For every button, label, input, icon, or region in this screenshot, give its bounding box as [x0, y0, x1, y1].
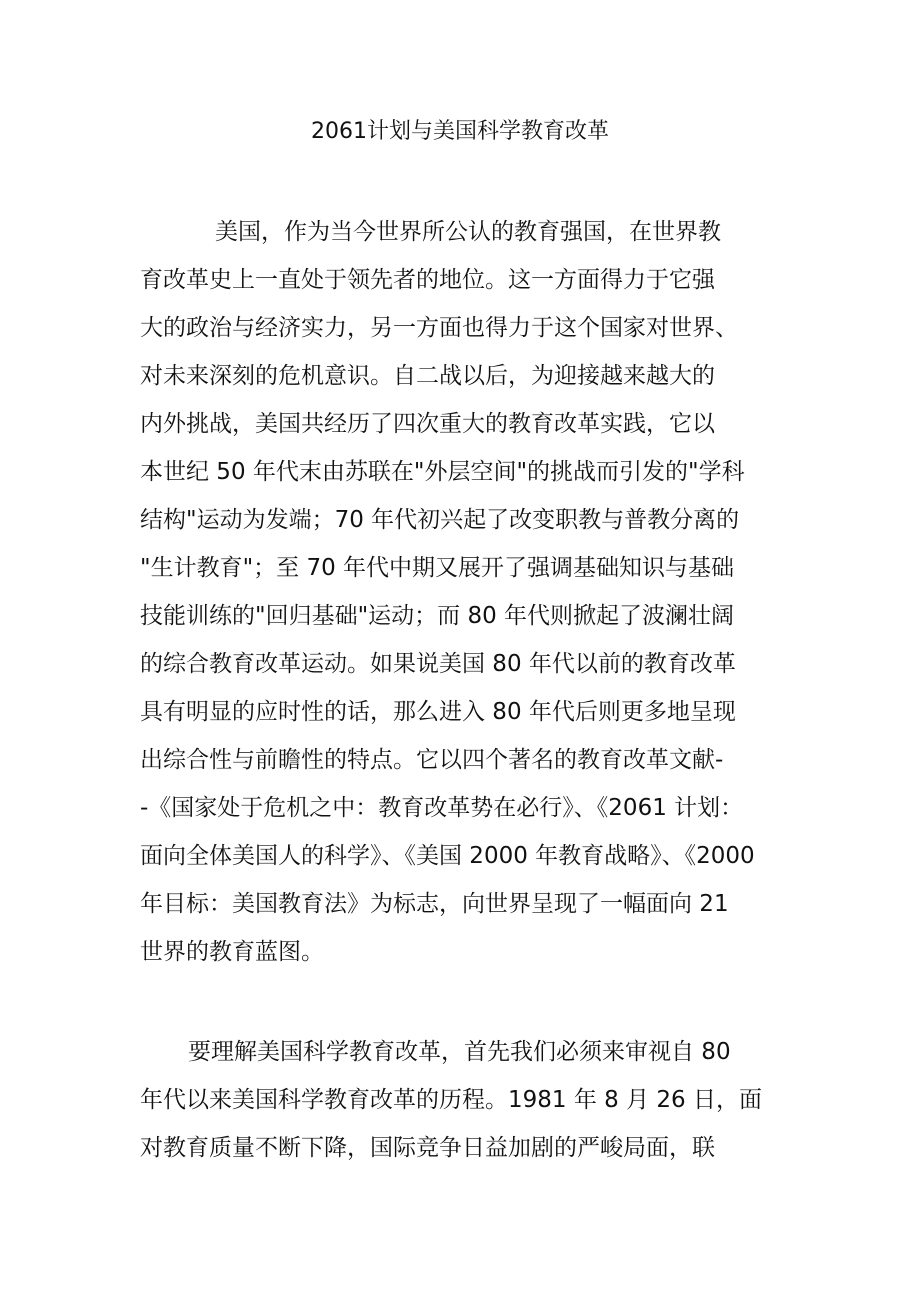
paragraph-line: 的综合教育改革运动。如果说美国 80 年代以前的教育改革 — [140, 651, 736, 677]
paragraph-line: 育改革史上一直处于领先者的地位。这一方面得力于它强 — [140, 267, 715, 293]
paragraph-line: 要理解美国科学教育改革，首先我们必须来审视自 80 — [188, 1039, 731, 1065]
paragraph-line: 技能训练的"回归基础"运动；而 80 年代则掀起了波澜壮阔 — [140, 603, 735, 629]
paragraph-line: -《国家处于危机之中：教育改革势在必行》、《2061 计划： — [140, 795, 744, 821]
document-title: 2061计划与美国科学教育改革 — [311, 119, 609, 144]
paragraph-1 — [140, 208, 780, 976]
paragraph-line: 本世纪 50 年代末由苏联在"外层空间"的挑战而引发的"学科 — [140, 459, 745, 485]
paragraph-line: 大的政治与经济实力，另一方面也得力于这个国家对世界、 — [140, 315, 738, 341]
paragraph-line: 内外挑战，美国共经历了四次重大的教育改革实践，它以 — [140, 411, 715, 437]
paragraph-line: 年目标：美国教育法》为标志，向世界呈现了一幅面向 21 — [140, 891, 729, 917]
paragraph-line: 美国，作为当今世界所公认的教育强国，在世界教 — [215, 219, 721, 245]
paragraph-line: 具有明显的应时性的话，那么进入 80 年代后则更多地呈现 — [140, 699, 736, 725]
paragraph-line: 出综合性与前瞻性的特点。它以四个著名的教育改革文献- — [140, 747, 724, 773]
paragraph-line: 结构"运动为发端；70 年代初兴起了改变职教与普教分离的 — [140, 507, 740, 533]
paragraph-line: 对教育质量不断下降，国际竞争日益加剧的严峻局面，联 — [140, 1135, 715, 1161]
paragraph-line: 年代以来美国科学教育改革的历程。1981 年 8 月 26 日，面 — [140, 1087, 762, 1113]
paragraph-line: 世界的教育蓝图。 — [140, 939, 324, 965]
paragraph-line: 对未来深刻的危机意识。自二战以后，为迎接越来越大的 — [140, 363, 715, 389]
paragraph-2 — [140, 1028, 780, 1172]
paragraph-line: "生计教育"；至 70 年代中期又展开了强调基础知识与基础 — [140, 555, 735, 581]
paragraph-line: 面向全体美国人的科学》、《美国 2000 年教育战略》、《2000 — [140, 843, 755, 869]
